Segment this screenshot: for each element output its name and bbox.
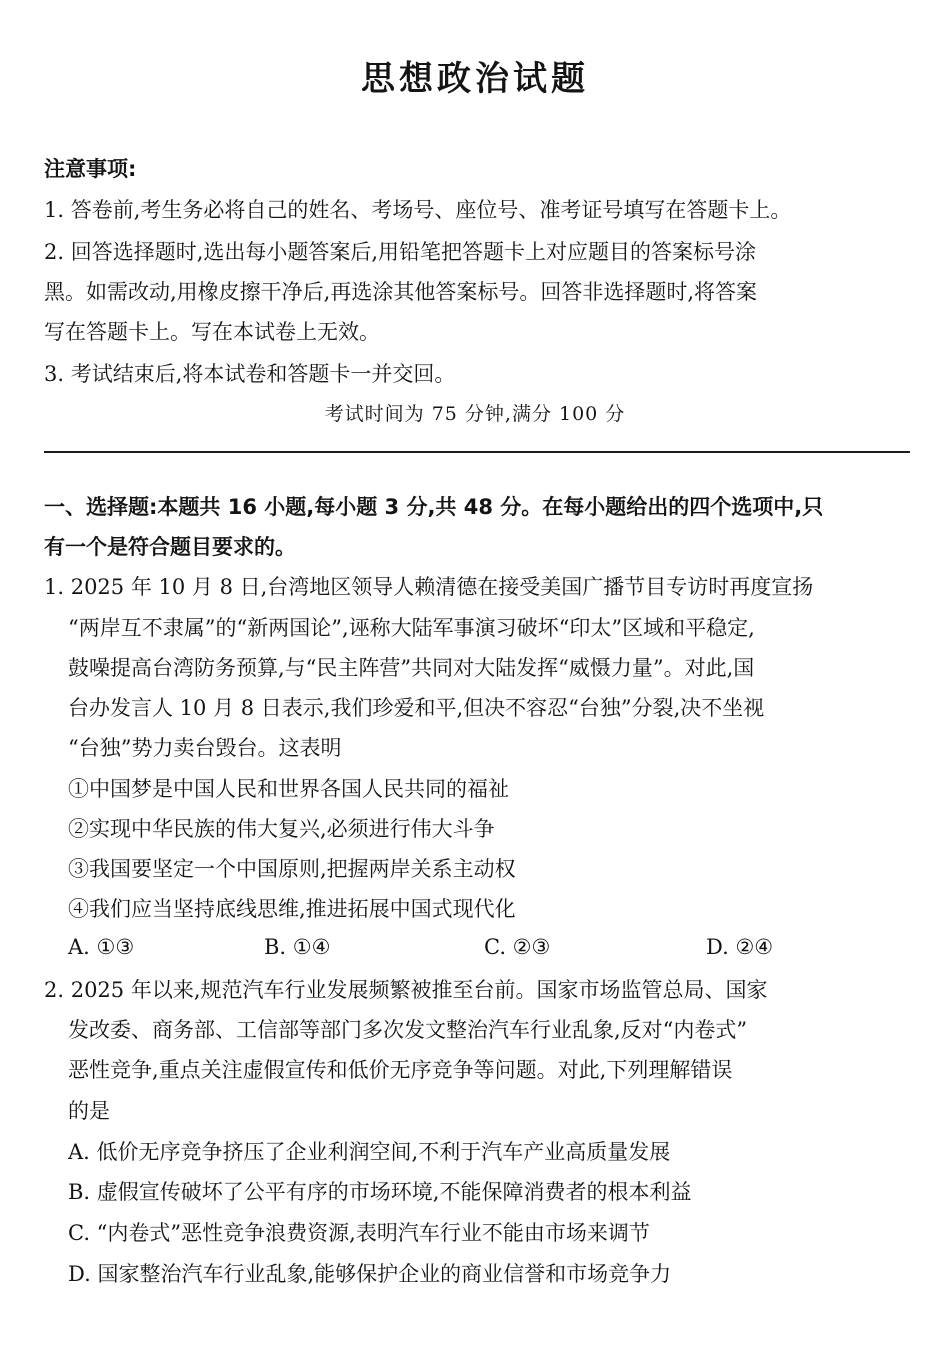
q1-option-b[interactable]: B. ①④ xyxy=(264,935,331,959)
q1-statement: ②实现中华民族的伟大复兴,必须进行伟大斗争 xyxy=(68,817,495,841)
q2-option-d[interactable]: D. 国家整治汽车行业乱象,能够保护企业的商业信誉和市场竞争力 xyxy=(68,1262,672,1286)
q1-option-d[interactable]: D. ②④ xyxy=(706,935,774,959)
notice-heading: 注意事项: xyxy=(44,157,137,181)
q2-stem-line: 2. 2025 年以来,规范汽车行业发展频繁被推至台前。国家市场监管总局、国家 xyxy=(44,978,768,1002)
page-title: 思想政治试题 xyxy=(361,59,589,99)
notice-line: 黑。如需改动,用橡皮擦干净后,再选涂其他答案标号。回答非选择题时,将答案 xyxy=(44,280,758,304)
notice-line: 2. 回答选择题时,选出每小题答案后,用铅笔把答题卡上对应题目的答案标号涂 xyxy=(44,240,757,264)
q1-stem-line: 台办发言人 10 月 8 日表示,我们珍爱和平,但决不容忍“台独”分裂,决不坐视 xyxy=(68,696,765,720)
divider-line xyxy=(44,451,910,453)
notice-line: 1. 答卷前,考生务必将自己的姓名、考场号、座位号、准考证号填写在答题卡上。 xyxy=(44,198,792,222)
q2-option-b[interactable]: B. 虚假宣传破坏了公平有序的市场环境,不能保障消费者的根本利益 xyxy=(68,1180,692,1204)
q1-statement: ④我们应当坚持底线思维,推进拓展中国式现代化 xyxy=(68,897,516,921)
q1-stem-line: “两岸互不隶属”的“新两国论”,诬称大陆军事演习破坏“印太”区域和平稳定, xyxy=(68,616,755,640)
q1-stem-line: “台独”势力卖台毁台。这表明 xyxy=(68,736,342,760)
q1-option-a[interactable]: A. ①③ xyxy=(68,935,135,959)
notice-line: 3. 考试结束后,将本试卷和答题卡一并交回。 xyxy=(44,362,456,386)
q1-stem-line: 1. 2025 年 10 月 8 日,台湾地区领导人赖清德在接受美国广播节目专访时再度宣扬 xyxy=(44,575,814,599)
section-heading: 有一个是符合题目要求的。 xyxy=(44,535,296,559)
q1-statement: ③我国要坚定一个中国原则,把握两岸关系主动权 xyxy=(68,857,516,881)
q1-stem-line: 鼓噪提高台湾防务预算,与“民主阵营”共同对大陆发挥“威慑力量”。对此,国 xyxy=(68,656,755,680)
q2-option-a[interactable]: A. 低价无序竞争挤压了企业利润空间,不利于汽车产业高质量发展 xyxy=(68,1140,671,1164)
q2-option-c[interactable]: C. “内卷式”恶性竞争浪费资源,表明汽车行业不能由市场来调节 xyxy=(68,1221,650,1245)
section-heading: 一、选择题:本题共 16 小题,每小题 3 分,共 48 分。在每小题给出的四个选项中,只 xyxy=(44,495,824,519)
exam-time-info: 考试时间为 75 分钟,满分 100 分 xyxy=(324,403,626,425)
q2-stem-line: 的是 xyxy=(68,1099,110,1123)
q1-statement: ①中国梦是中国人民和世界各国人民共同的福祉 xyxy=(68,777,509,801)
q2-stem-line: 恶性竞争,重点关注虚假宣传和低价无序竞争等问题。对此,下列理解错误 xyxy=(68,1058,733,1082)
q1-option-c[interactable]: C. ②③ xyxy=(484,935,551,959)
q2-stem-line: 发改委、商务部、工信部等部门多次发文整治汽车行业乱象,反对“内卷式” xyxy=(68,1018,748,1042)
notice-line: 写在答题卡上。写在本试卷上无效。 xyxy=(44,320,380,344)
